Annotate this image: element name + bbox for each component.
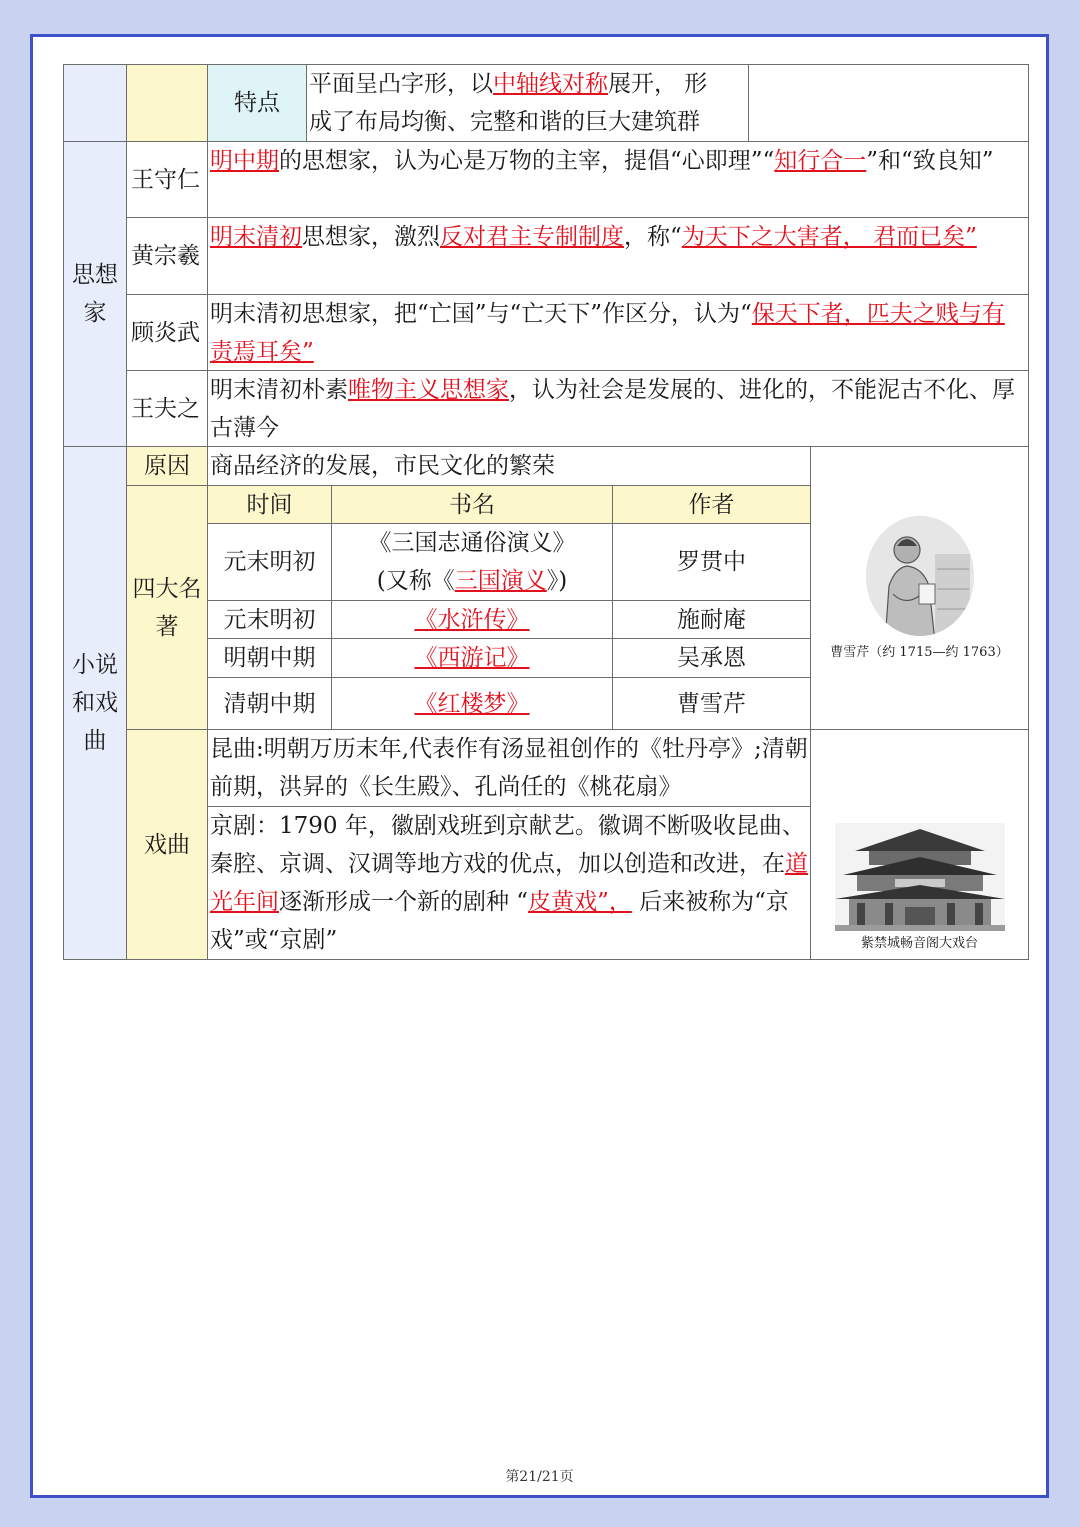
thinker-desc-wang-shouren: 明中期的思想家，认为心是万物的主宰，提倡“心即理”“知行合一”和“致良知” [207,141,1029,218]
thinker-name-wang-shouren: 王守仁 [126,141,208,218]
table-row-time: 元末明初 [207,523,332,601]
page-number: 第21/21页 [505,1469,574,1485]
four-classics-label: 四大名著 [126,485,208,730]
thinker-name-huang-zongxi: 黄宗羲 [126,217,208,295]
table-row-author: 罗贯中 [612,523,811,601]
jingju-text: 京剧：1790 年，徽剧戏班到京献艺。徽调不断吸收昆曲、秦腔、京调、汉调等地方戏的优点，加以创造和改进，在道光年间逐渐形成一个新的剧种 “皮黄戏”， 后来被称为“京戏”或“京剧” [207,806,811,960]
opera-label: 戏曲 [126,729,208,960]
portrait-cell [810,446,1029,730]
subcategory-cell-top [126,64,208,142]
table-row-time: 清朝中期 [207,677,332,730]
document-page [30,34,1049,1498]
stage-image-cell [810,729,1029,960]
table-row-time: 元末明初 [207,600,332,639]
table-row-author: 吴承恩 [612,638,811,678]
thinker-name-wang-fuzhi: 王夫之 [126,370,208,447]
table-row-book: 《三国志通俗演义》 (又称《三国演义》) [331,523,613,601]
empty-cell-top [748,64,1029,142]
thinker-desc-gu-yanwu: 明末清初思想家，把“亡国”与“亡天下”作区分，认为“保天下者，匹夫之贱与有责焉耳矣” [207,294,1029,371]
thinker-name-gu-yanwu: 顾炎武 [126,294,208,371]
kunqu-text: 昆曲:明朝万历末年,代表作有汤显祖创作的《牡丹亭》;清朝前期，洪昇的《长生殿》、孔尚任的《桃花扇》 [207,729,811,807]
feature-text: 平面呈凸字形，以中轴线对称展开， 形 成了布局均衡、完整和谐的巨大建筑群 [306,64,749,142]
thinker-desc-wang-fuzhi: 明末清初朴素唯物主义思想家，认为社会是发展的、进化的，不能泥古不化、厚古薄今 [207,370,1029,447]
table-row-book: 《西游记》 [331,638,613,678]
history-table [63,64,1029,960]
table-row-author: 施耐庵 [612,600,811,639]
category-cell-top [63,64,127,142]
fiction-category: 小说和戏曲 [63,446,127,960]
col-header-author: 作者 [612,485,811,524]
reason-text: 商品经济的发展，市民文化的繁荣 [207,446,811,486]
stage-caption: 紫禁城畅音阁大戏台 [860,936,978,951]
opera-stage-photo [835,823,1005,931]
thinkers-category: 思想家 [63,141,127,447]
col-header-book: 书名 [331,485,613,524]
col-header-time: 时间 [207,485,332,524]
table-row-book: 《水浒传》 [331,600,613,639]
table-row-author: 曹雪芹 [612,677,811,730]
reason-label: 原因 [126,446,208,486]
feature-label: 特点 [207,64,307,142]
table-row-time: 明朝中期 [207,638,332,678]
thinker-desc-huang-zongxi: 明末清初思想家，激烈反对君主专制制度，称“为天下之大害者， 君而已矣” [207,217,1029,295]
portrait-caption: 曹雪芹（约 1715—约 1763） [830,645,1009,660]
table-row-book: 《红楼梦》 [331,677,613,730]
cao-xueqin-portrait [865,514,975,642]
red-keyword: 中轴线对称 [493,71,608,97]
